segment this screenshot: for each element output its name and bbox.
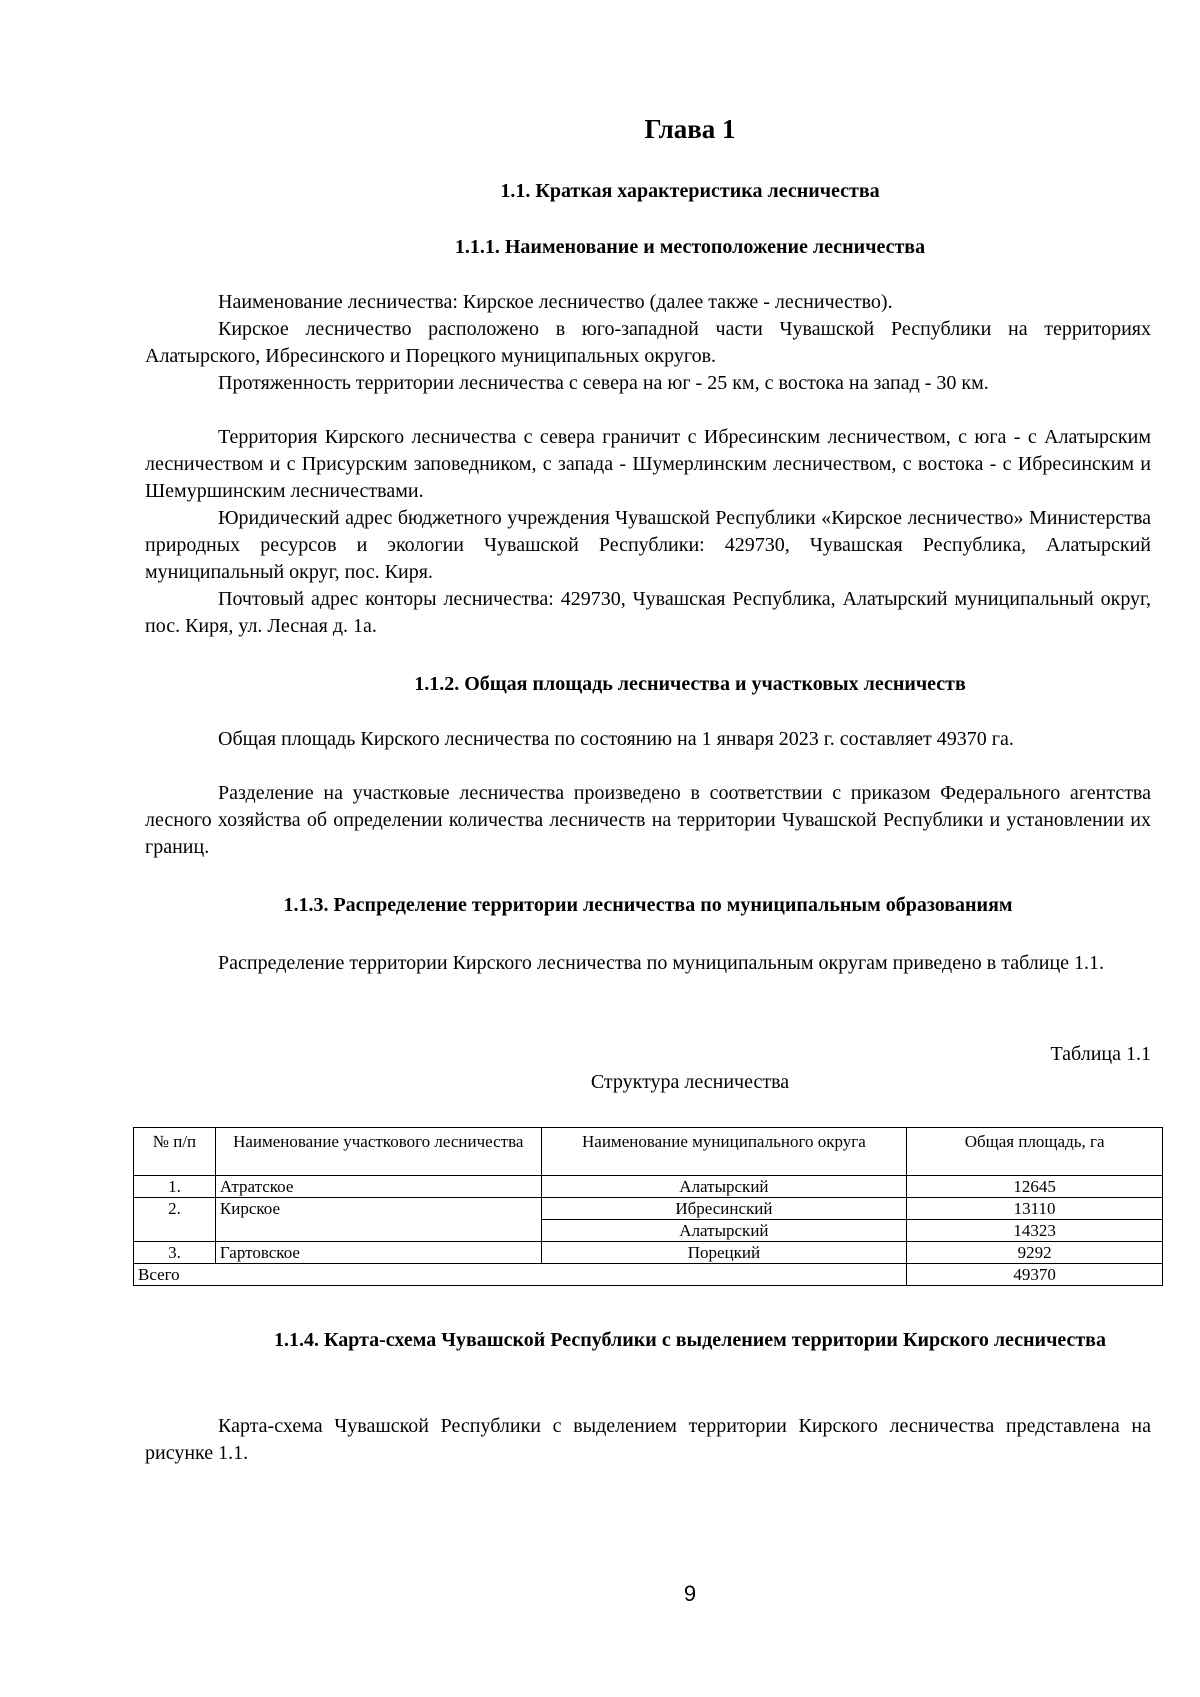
table-total-row [134,1264,1163,1286]
table-label: Таблица 1.1 [1050,1043,1151,1065]
table-row [134,1176,1163,1198]
table-row [134,1198,1163,1220]
paragraph-division: Разделение на участковые лесничества произведено в соответствии с приказом Федерального агентства лесного хозяйства об определении количества лесничеств на территории Чувашской Республики и установлении их границ. [145,782,1151,858]
chapter-title: Глава 1 [644,114,736,144]
row-area: 12645 [907,1176,1163,1198]
row-district: Алатырский [541,1176,907,1198]
paragraph-legal-address: Юридический адрес бюджетного учреждения Чувашской Республики «Кирское лесничество» Министерства природных ресурсов и экологии Чувашской Республики: 429730, Чувашская Республика, Алатырский муниципальный округ, пос. Киря. [145,507,1151,583]
paragraph-location: Кирское лесничество расположено в юго-западной части Чувашской Республики на территориях Алатырского, Ибресинского и Порецкого муниципальных округов. [145,318,1151,367]
table-row [134,1242,1163,1264]
header-number: № п/п [134,1128,216,1176]
row-number: 2. [134,1198,216,1242]
section-heading-1-1-4: 1.1.4. Карта-схема Чувашской Республики с выделением территории Кирского лесничества [273,1329,1106,1351]
row-area: 14323 [907,1220,1163,1242]
row-number: 1. [134,1176,216,1198]
row-forestry-name: Атратское [215,1176,541,1198]
row-forestry-name: Гартовское [215,1242,541,1264]
header-total-area: Общая площадь, га [907,1128,1163,1176]
paragraph-name: Наименование лесничества: Кирское лесничество (далее также - лесничество). [218,291,893,313]
section-heading-1-1-2: 1.1.2. Общая площадь лесничества и участковых лесничеств [414,673,966,695]
row-district: Порецкий [541,1242,907,1264]
table-title: Структура лесничества [590,1071,790,1093]
header-forestry-name: Наименование участкового лесничества [215,1128,541,1176]
paragraph-map: Карта-схема Чувашской Республики с выделением территории Кирского лесничества представлена на рисунке 1.1. [145,1415,1151,1464]
paragraph-distribution: Распределение территории Кирского лесничества по муниципальным округам приведено в таблице 1.1. [218,952,1105,974]
row-forestry-name: Кирское [215,1198,541,1242]
forestry-structure-table [133,1127,1163,1286]
row-area: 13110 [907,1198,1163,1220]
section-heading-1-1-3: 1.1.3. Распределение территории лесничества по муниципальным образованиям [283,894,1013,916]
paragraph-area: Общая площадь Кирского лесничества по состоянию на 1 января 2023 г. составляет 49370 га. [218,728,1014,750]
header-district-name: Наименование муниципального округа [541,1128,907,1176]
row-number: 3. [134,1242,216,1264]
row-area: 9292 [907,1242,1163,1264]
paragraph-borders: Территория Кирского лесничества с севера граничит с Ибресинским лесничеством, с юга - с Алатырским лесничеством и с Присурским заповедником, с запада - Шумерлинским лесничеством, с востока - с Ибресинским и Шемуршинским лесничествами. [145,426,1151,502]
section-heading-1-1-1: 1.1.1. Наименование и местоположение лесничества [454,236,926,258]
row-district: Алатырский [541,1220,907,1242]
row-district: Ибресинский [541,1198,907,1220]
paragraph-extent: Протяженность территории лесничества с севера на юг - 25 км, с востока на запад - 30 км. [218,372,989,394]
page-number: 9 [683,1581,697,1606]
total-area: 49370 [907,1264,1163,1286]
paragraph-postal-address: Почтовый адрес конторы лесничества: 429730, Чувашская Республика, Алатырский муниципальный округ, пос. Киря, ул. Лесная д. 1а. [145,588,1151,637]
total-label: Всего [134,1264,907,1286]
section-heading-1-1: 1.1. Краткая характеристика лесничества [500,180,880,202]
table-header-row [134,1128,1163,1176]
